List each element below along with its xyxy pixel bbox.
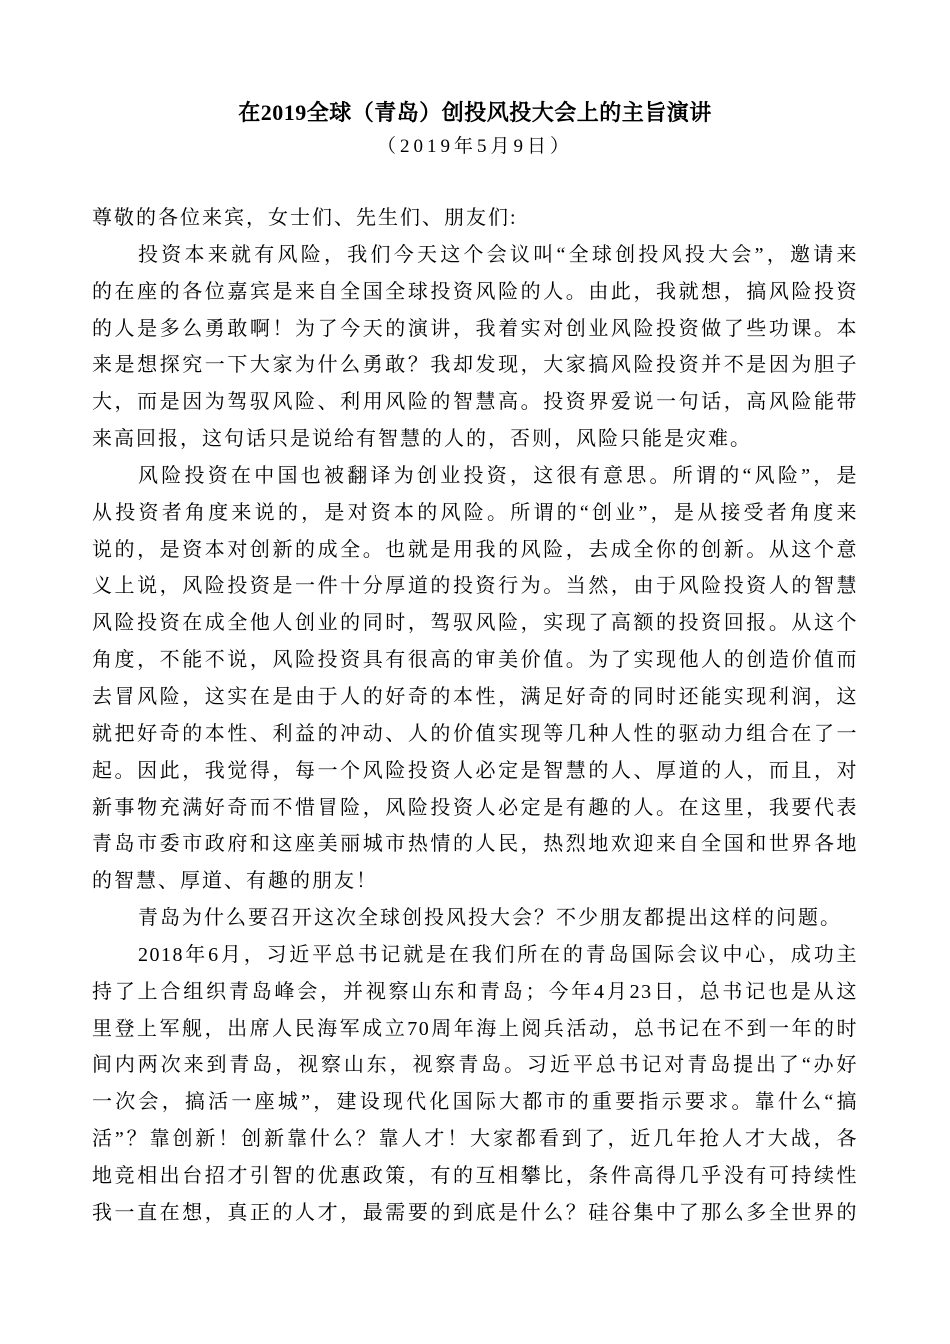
paragraph-4-line-1: 2018年6月，习近平总书记就是在我们所在的青岛国际会议中心，成功主 [138,943,858,966]
paragraph-1-line-6: 来高回报，这句话只是说给有智慧的人的，否则，风险只能是灾难。 [92,428,752,451]
paragraph-2-line-11: 青岛市委市政府和这座美丽城市热情的人民，热烈地欢迎来自全国和世界各地 [92,833,858,856]
paragraph-2-line-9: 起。因此，我觉得，每一个风险投资人必定是智慧的人、厚道的人，而且，对 [92,759,858,782]
paragraph-1-line-5: 大，而是因为驾驭风险、利用风险的智慧高。投资界爱说一句话，高风险能带 [92,391,858,414]
paragraph-1-line-4: 来是想探究一下大家为什么勇敢？我却发现，大家搞风险投资并不是因为胆子 [92,354,858,377]
paragraph-1-line-3: 的人是多么勇敢啊！为了今天的演讲，我着实对创业风险投资做了些功课。本 [92,317,858,340]
paragraph-2-line-12: 的智慧、厚道、有趣的朋友！ [92,870,378,893]
paragraph-2-line-3: 说的，是资本对创新的成全。也就是用我的风险，去成全你的创新。从这个意 [92,538,858,561]
paragraph-1-line-1: 投资本来就有风险，我们今天这个会议叫“全球创投风投大会”，邀请来 [138,243,858,266]
paragraph-4-line-7: 地竞相出台招才引智的优惠政策，有的互相攀比，条件高得几乎没有可持续性 [92,1164,858,1187]
paragraph-2-line-1: 风险投资在中国也被翻译为创业投资，这很有意思。所谓的“风险”，是 [138,464,858,487]
paragraph-2-line-2: 从投资者角度来说的，是对资本的风险。所谓的“创业”，是从接受者角度来 [92,501,858,524]
paragraph-2-line-4: 义上说，风险投资是一件十分厚道的投资行为。当然，由于风险投资人的智慧 [92,575,858,598]
paragraph-1-line-2: 的在座的各位嘉宾是来自全国全球投资风险的人。由此，我就想，搞风险投资 [92,280,858,303]
salutation: 尊敬的各位来宾，女士们、先生们、朋友们: [92,207,518,229]
paragraph-4 [92,937,858,1232]
paragraph-2-line-5: 风险投资在成全他人创业的同时，驾驭风险，实现了高额的投资回报。从这个 [92,612,858,635]
paragraph-2 [92,458,858,900]
document-body [92,200,858,1232]
paragraph-4-line-6: 活”？靠创新！创新靠什么？靠人才！大家都看到了，近几年抢人才大战，各 [92,1128,858,1151]
paragraph-4-line-3: 里登上军舰，出席人民海军成立70周年海上阅兵活动，总书记在不到一年的时 [92,1017,858,1040]
paragraph-2-line-10: 新事物充满好奇而不惜冒险，风险投资人必定是有趣的人。在这里，我要代表 [92,796,858,819]
paragraph-4-line-8: 我一直在想，真正的人才，最需要的到底是什么？硅谷集中了那么多全世界的 [92,1201,858,1224]
document-date: （2019年5月9日） [376,136,573,157]
paragraph-3-line-1: 青岛为什么要召开这次全球创投风投大会？不少朋友都提出这样的问题。 [138,907,842,930]
paragraph-2-line-8: 就把好奇的本性、利益的冲动、人的价值实现等几种人性的驱动力组合在了一 [92,722,858,745]
paragraph-4-line-5: 一次会，搞活一座城”，建设现代化国际大都市的重要指示要求。靠什么“搞 [92,1091,858,1114]
document-title: 在2019全球（青岛）创投风投大会上的主旨演讲 [238,100,712,125]
paragraph-1 [92,237,858,458]
paragraph-4-line-2: 持了上合组织青岛峰会，并视察山东和青岛；今年4月23日，总书记也是从这 [92,980,858,1003]
paragraph-4-line-4: 间内两次来到青岛，视察山东，视察青岛。习近平总书记对青岛提出了“办好 [92,1054,858,1077]
paragraph-3 [92,900,858,937]
paragraph-2-line-6: 角度，不能不说，风险投资具有很高的审美价值。为了实现他人的创造价值而 [92,649,858,672]
paragraph-2-line-7: 去冒风险，这实在是由于人的好奇的本性，满足好奇的同时还能实现利润，这 [92,685,858,708]
